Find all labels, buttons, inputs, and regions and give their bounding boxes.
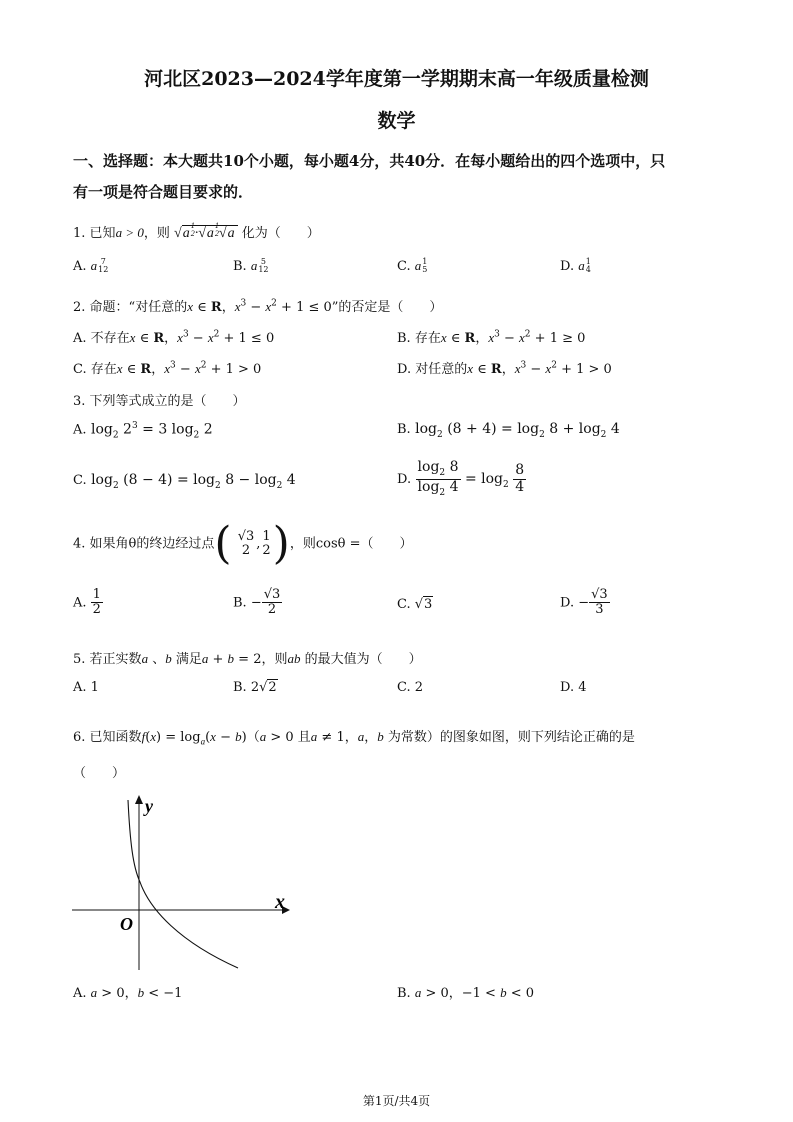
- question-1-stem: 1. 已知a > 0，则 √a 1 2 ·√a 1 2 √a 化为（ ）: [73, 221, 320, 241]
- question-2-stem: 2. 命题：“对任意的x ∈ R，$x^3 - x^2 + 1 \le 0$”的否定是（ ）: [73, 298, 443, 315]
- q2-option-b: B. 存在x ∈ R，$x^3 - x^2 + 1 \ge 0$: [397, 329, 586, 346]
- q5-option-d: D. 4: [560, 680, 587, 695]
- y-label: y: [145, 796, 153, 816]
- section-header-line2: 有一项是符合题目要求的．: [73, 183, 254, 201]
- q3-option-b: B. $\log_2 (8 + 4) = \log_2 8 + \log_2 4$: [397, 421, 620, 440]
- q6-option-b: B. a > 0，−1 < b < 0: [397, 985, 535, 1001]
- function-graph: [70, 792, 292, 974]
- q2-option-d: D. 对任意的x ∈ R，$x^3 - x^2 + 1 > 0$: [397, 360, 612, 377]
- q3-option-d: D. $\frac{\log_2 8}{\log_2 4}$ = $\log_2$ $\frac{8}{4}$: [397, 459, 525, 498]
- q3-option-a: A. $\log_2 2^3 = 3$ $\log_2 2$: [73, 421, 213, 441]
- log-curve: [128, 800, 238, 968]
- q1-option-b: B. a 5 12: [233, 257, 269, 274]
- page-title: 河北区2023—2024学年度第一学期期末高一年级质量检测: [144, 68, 649, 90]
- question-3-stem: 3. 下列等式成立的是（ ）: [73, 394, 246, 409]
- q5-option-c: C. 2: [397, 680, 424, 695]
- q1-option-d: D. a 1 4: [560, 257, 591, 274]
- q4-option-a: A. $\frac{1}{2}$: [73, 587, 101, 618]
- page-footer: 第1页/共4页: [362, 1094, 431, 1108]
- q6-option-a: A. a > 0，b < −1: [73, 985, 183, 1001]
- q4-option-d: D. − $\frac{√3}{3}$: [560, 587, 608, 618]
- question-4-stem: 4. 如果角θ的终边经过点( √3 2 , 1 2 )，则cosθ =（ ）: [73, 518, 413, 569]
- x-label: x: [275, 891, 285, 913]
- question-5-stem: 5. 若正实数a 、b 满足a + b = 2，则ab 的最大值为（ ）: [73, 651, 422, 667]
- question-6-paren: （ ）: [73, 766, 126, 781]
- section-header-line1: 一、选择题：本大题共10个小题，每小题4分，共40分．在每小题给出的四个选项中，只: [73, 152, 666, 170]
- origin-label: O: [120, 914, 133, 934]
- q4-option-c: C. √3: [397, 597, 433, 612]
- q1-option-c: C. a 1 5: [397, 257, 428, 274]
- q5-option-b: B. 2√2: [233, 680, 277, 695]
- y-axis-arrow-icon: [135, 795, 143, 804]
- q2-option-a: A. 不存在x ∈ R，$x^3 - x^2 + 1 \le 0$: [73, 329, 275, 346]
- q4-option-b: B. − $\frac{√3}{2}$: [233, 587, 281, 618]
- q5-option-a: A. 1: [73, 680, 99, 695]
- subject-title: 数学: [377, 110, 416, 132]
- q2-option-c: C. 存在x ∈ R，$x^3 - x^2 + 1 > 0$: [73, 360, 262, 377]
- question-6-stem: 6. 已知函数$f(x) = \log_a(x - b)(a > 0$ 且a ≠ 1，a，b 为常数）的图象如图，则下列结论正确的是: [73, 729, 635, 747]
- q1-option-a: A. a 7 12: [73, 257, 109, 274]
- q3-option-c: C. $\log_2 (8 - 4) = \log_2 8 - \log_2 4$: [73, 472, 296, 491]
